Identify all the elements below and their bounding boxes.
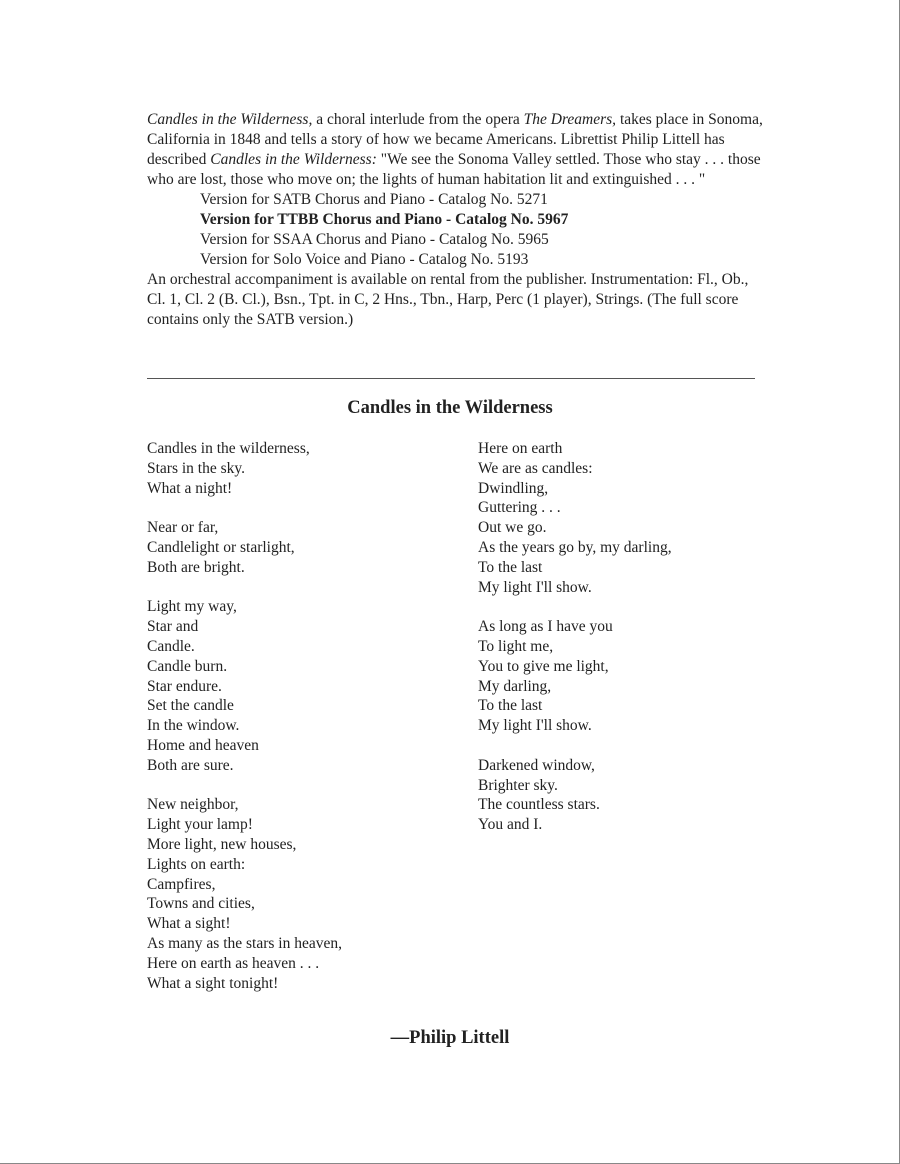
poem-line: What a sight tonight! [147,974,279,992]
poem-line: As long as I have you [478,618,613,636]
poem-line: New neighbor, [147,796,239,814]
poem-line: To the last [478,558,543,576]
poem-stanza [147,597,467,775]
intro-text-1: a choral interlude from the opera [312,111,524,128]
author-signature: —Philip Littell [390,1028,510,1048]
poem-title: Candles in the Wilderness [347,398,553,418]
poem-stanza [147,795,467,993]
poem-line: Star endure. [147,677,222,695]
poem-line: To the last [478,697,543,715]
poem-line: Light your lamp! [147,816,253,834]
version-item-satb: Version for SATB Chorus and Piano - Catalog No. 5271 [200,191,548,208]
poem-line: Set the candle [147,697,234,715]
poem-line: Both are bright. [147,558,245,576]
poem-line: Guttering . . . [478,499,561,517]
intro-described-title: Candles in the Wilderness: [210,151,377,168]
poem-line: More light, new houses, [147,835,297,853]
poem-line: Home and heaven [147,736,259,754]
poem-line: What a sight! [147,915,231,933]
poem-line: In the window. [147,717,240,735]
poem-stanza [147,518,467,577]
intro-quote: "We see the Sonoma Valley settled. Those who stay . . . those who are lost, those who move on; the lights of human habitation lit and extinguished . . . " [147,151,761,188]
intro-work-title: Candles in the Wilderness, [147,111,313,128]
poem-line: To light me, [478,637,554,655]
poem-line: Near or far, [147,519,219,537]
poem-line: Candlelight or starlight, [147,538,295,556]
poem-line: Candles in the wilderness, [147,440,310,457]
poem-stanza [478,756,798,835]
version-item-ttbb: Version for TTBB Chorus and Piano - Catalog No. 5967 [200,211,569,228]
poem-line: My light I'll show. [478,578,592,596]
poem-line: Towns and cities, [147,895,255,913]
poem-line: Campfires, [147,875,216,893]
poem-line: As many as the stars in heaven, [147,934,342,952]
poem-line: My light I'll show. [478,717,592,735]
poem-line: What a night! [147,479,233,497]
poem-line: We are as candles: [478,459,593,477]
orchestral-note: An orchestral accompaniment is available on rental from the publisher. Instrumentation: Fl., Ob., Cl. 1, Cl. 2 (B. Cl.), Bsn., Tpt. in C, 2 Hns., Tbn., Harp, Perc (1 player), Strings. (The full score contains only the SATB version.) [147,271,749,328]
intro-opera-title: The Dreamers, [523,111,617,128]
poem-line: Brighter sky. [478,776,558,794]
poem-line: You to give me light, [478,657,609,675]
version-item-solo: Version for Solo Voice and Piano - Catalog No. 5193 [200,251,529,268]
poem-line: Stars in the sky. [147,459,246,477]
poem-line: Here on earth as heaven . . . [147,954,320,972]
version-item-ssaa: Version for SSAA Chorus and Piano - Catalog No. 5965 [200,231,549,248]
intro-paragraph [147,110,767,190]
intro-text-2: takes place in Sonoma, California in 1848 and tells a story of how we became Americans. Librettist Philip Littell has described [147,111,763,168]
poem-stanza [478,617,798,736]
poem-line: The countless stars. [478,796,600,814]
poem-line: Candle. [147,637,195,655]
section-divider [147,378,755,379]
intro-section [147,110,767,330]
poem-line: Darkened window, [478,756,595,774]
poem-line: Here on earth [478,440,563,457]
poem-column-left [147,439,467,1013]
poem-line: Out we go. [478,519,547,537]
poem-line: Star and [147,618,199,636]
poem-line: You and I. [478,816,543,834]
poem-line: Candle burn. [147,657,228,675]
poem-line: Dwindling, [478,479,549,497]
poem-line: As the years go by, my darling, [478,538,672,556]
poem-line: Lights on earth: [147,855,246,873]
poem-line: Light my way, [147,598,237,616]
version-list [147,190,767,270]
poem-stanza [147,439,467,498]
poem-line: Both are sure. [147,756,234,774]
poem-line: My darling, [478,677,552,695]
poem-stanza [478,439,798,597]
poem-column-right [478,439,798,855]
